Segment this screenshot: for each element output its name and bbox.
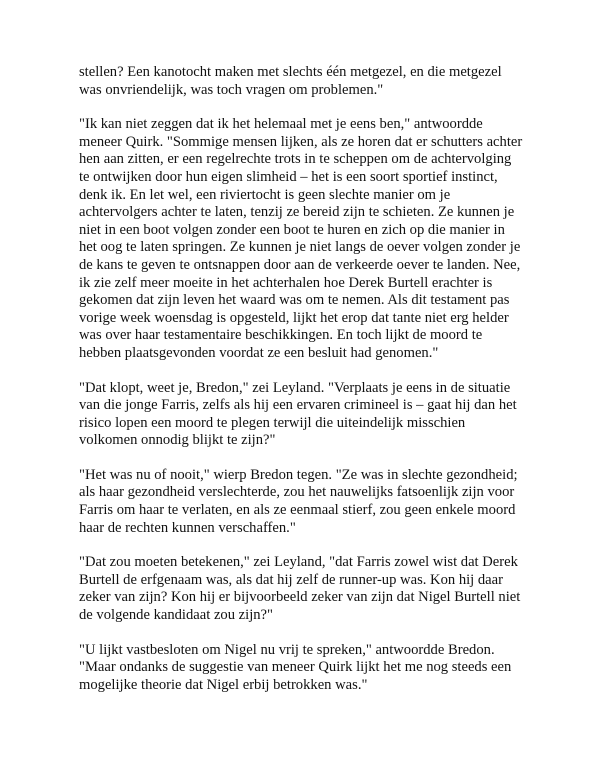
paragraph-6: "U lijkt vastbesloten om Nigel nu vrij te spreken," antwoordde Bredon. "Maar ondanks de suggestie van meneer Quirk lijkt het me nog steeds een mogelijke theorie dat Nigel erbij betrokken was." (79, 641, 512, 693)
paragraph-1: stellen? Een kanotocht maken met slechts één metgezel, en die metgezel was onvriendelijk, was toch vragen om problemen." (79, 64, 502, 98)
paragraph-5: "Dat zou moeten betekenen," zei Leyland, "dat Farris zowel wist dat Derek Burtell de erfgenaam was, als dat hij zelf de runner-up was. Kon hij daar zeker van zijn? Kon hij er bijvoorbeeld zeker van zijn dat Nigel Burtell niet de volgende kandidaat zou zijn?" (79, 554, 521, 624)
paragraph-3: "Dat klopt, weet je, Bredon," zei Leyland. "Verplaats je eens in de situatie van die jonge Farris, zelfs als hij een ervaren crimineel is – gaat hij dan het risico lopen een moord te plegen terwijl die uiteindelijk misschien volkomen onnodig blijkt te zijn?" (79, 379, 517, 449)
paragraph-2: "Ik kan niet zeggen dat ik het helemaal met je eens ben," antwoordde meneer Quirk. "Sommige mensen lijken, als ze horen dat er schutters achter hen aan zitten, er een regelrechte trots in te scheppen om de achtervolging te ontwijken door hun eigen slimheid – het is een soort sportief instinct, denk ik. En let wel, een riviertocht is geen slechte manier om je achtervolgers achter te laten, tenzij ze bereid zijn te schieten. Ze kunnen je niet in een boot volgen zonder een boot te huren en zich op die manier in het oog te laten springen. Ze kunnen je niet langs de oever volgen zonder je de kans te geven te ontsnappen door aan de verkeerde oever te landen. Nee, ik zie zelf meer moeite in het achterhalen hoe Derek Burtell erachter is gekomen dat zijn leven het waard was om te nemen. Als dit testament pas vorige week woensdag is opgesteld, lijkt het erop dat tante niet erg helder was over haar testamentaire beschikkingen. En toch lijkt de moord te hebben plaatsgevonden voordat ze een besluit had genomen." (79, 116, 523, 361)
paragraph-4: "Het was nu of nooit," wierp Bredon tegen. "Ze was in slechte gezondheid; als haar gezondheid verslechterde, zou het nauwelijks fatsoenlijk zijn voor Farris om haar te verlaten, en als ze eenmaal stierf, zou geen enkele moord haar de rechten kunnen verschaffen." (79, 466, 518, 536)
document-page (79, 64, 539, 711)
